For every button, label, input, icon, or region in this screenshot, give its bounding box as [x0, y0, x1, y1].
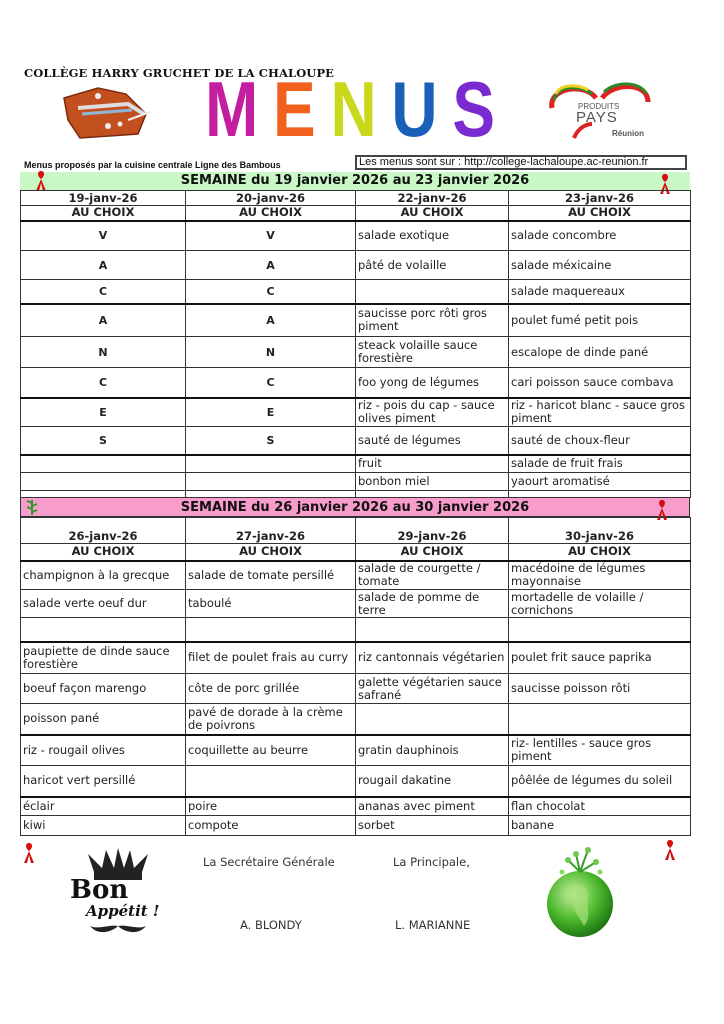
- menu-cell: sauté de légumes: [356, 427, 509, 455]
- date-header: 30-janv-26: [509, 518, 691, 544]
- menu-cell: sauté de choux-fleur: [509, 427, 691, 455]
- subtitle: Menus proposés par la cuisine centrale Ligne des Bambous: [24, 160, 281, 170]
- menu-cell: fruit: [356, 455, 509, 473]
- logo-pays: PAYS: [576, 109, 618, 126]
- date-header: 29-janv-26: [356, 518, 509, 544]
- menu-cell: riz cantonnais végétarien: [356, 642, 509, 674]
- secretary-title: La Secrétaire Générale: [203, 855, 335, 869]
- menu-cell: pâté de volaille: [356, 251, 509, 280]
- table-row: [21, 473, 691, 491]
- red-ribbon-icon: [34, 170, 48, 192]
- bon-text: Bon: [70, 875, 129, 905]
- week2-title-strip: [20, 497, 690, 517]
- menu-cell: salade maquereaux: [509, 280, 691, 304]
- menu-cell: escalope de dinde pané: [509, 337, 691, 368]
- week2-title: SEMAINE du 26 janvier 2026 au 30 janvier 2026: [180, 500, 530, 515]
- menu-cell: salade méxicaine: [509, 251, 691, 280]
- menu-cell: kiwi: [21, 816, 186, 836]
- menus-title: [205, 65, 496, 153]
- date-header: 23-janv-26: [509, 191, 691, 206]
- date-row: [21, 191, 691, 206]
- menu-cell: filet de poulet frais au curry: [186, 642, 356, 674]
- table-row: [21, 590, 691, 618]
- secretary-name: A. BLONDY: [240, 918, 302, 932]
- table-row: [21, 427, 691, 455]
- choice-label: AU CHOIX: [21, 206, 186, 221]
- menu-cell: E: [186, 398, 356, 427]
- menu-cell: salade verte oeuf dur: [21, 590, 186, 618]
- date-header: 22-janv-26: [356, 191, 509, 206]
- table-row: [21, 735, 691, 766]
- menu-cell: flan chocolat: [509, 797, 691, 816]
- menu-cell: bonbon miel: [356, 473, 509, 491]
- table-row: [21, 674, 691, 704]
- table-row: [21, 561, 691, 590]
- menu-cell: C: [21, 368, 186, 398]
- choice-label: AU CHOIX: [356, 206, 509, 221]
- menu-cell: [186, 473, 356, 491]
- menu-cell: A: [21, 251, 186, 280]
- table-row: [21, 642, 691, 674]
- menu-cell: taboulé: [186, 590, 356, 618]
- week2-table: [20, 517, 691, 836]
- green-sprig-icon: [24, 498, 40, 516]
- table-row: [21, 337, 691, 368]
- menu-cell: saucisse poisson rôti: [509, 674, 691, 704]
- schoolbag-icon: [58, 84, 154, 140]
- menu-cell: salade exotique: [356, 221, 509, 251]
- table-row: [21, 455, 691, 473]
- choice-label: AU CHOIX: [186, 544, 356, 561]
- produits-pays-logo: [544, 80, 654, 142]
- week1-title-strip: [20, 172, 690, 190]
- menu-cell: salade concombre: [509, 221, 691, 251]
- table-row: [21, 704, 691, 735]
- menu-cell: riz - pois du cap - sauce olives piment: [356, 398, 509, 427]
- menu-cell: salade de tomate persillé: [186, 561, 356, 590]
- date-header: 26-janv-26: [21, 518, 186, 544]
- title-letter: S: [452, 65, 496, 153]
- title-letter: M: [205, 65, 259, 153]
- table-row: [21, 221, 691, 251]
- menu-cell: C: [186, 368, 356, 398]
- week1-table: [20, 190, 691, 498]
- menu-cell: N: [186, 337, 356, 368]
- menu-cell: côte de porc grillée: [186, 674, 356, 704]
- menu-cell: coquillette au beurre: [186, 735, 356, 766]
- choice-label: AU CHOIX: [186, 206, 356, 221]
- menu-cell: yaourt aromatisé: [509, 473, 691, 491]
- menu-cell: [356, 704, 509, 735]
- menu-cell: C: [21, 280, 186, 304]
- choice-label: AU CHOIX: [509, 206, 691, 221]
- menu-cell: cari poisson sauce combava: [509, 368, 691, 398]
- menu-cell: riz - haricot blanc - sauce gros piment: [509, 398, 691, 427]
- menu-cell: [509, 618, 691, 642]
- menu-cell: [21, 473, 186, 491]
- bon-appetit-logo: [66, 846, 166, 936]
- table-row: [21, 398, 691, 427]
- principal-name: L. MARIANNE: [395, 918, 471, 932]
- table-row: [21, 766, 691, 797]
- menu-cell: C: [186, 280, 356, 304]
- choice-row: [21, 206, 691, 221]
- red-ribbon-icon: [663, 839, 677, 861]
- table-row: [21, 304, 691, 337]
- red-ribbon-icon: [22, 842, 36, 864]
- menu-cell: V: [21, 221, 186, 251]
- date-header: 20-janv-26: [186, 191, 356, 206]
- logo-produits: PRODUITS: [578, 102, 620, 111]
- menu-cell: sorbet: [356, 816, 509, 836]
- green-globe-icon: [540, 842, 620, 940]
- title-letter: E: [273, 65, 316, 153]
- menu-cell: A: [186, 251, 356, 280]
- choice-label: AU CHOIX: [356, 544, 509, 561]
- table-row: [21, 251, 691, 280]
- mustache-icon: [88, 922, 148, 934]
- menu-cell: poisson pané: [21, 704, 186, 735]
- menu-cell: [356, 280, 509, 304]
- menu-cell: poulet frit sauce paprika: [509, 642, 691, 674]
- menu-cell: salade de courgette / tomate: [356, 561, 509, 590]
- menu-cell: salade de pomme de terre: [356, 590, 509, 618]
- menu-cell: [186, 455, 356, 473]
- title-letter: N: [330, 65, 377, 153]
- appetit-text: Appétit !: [86, 902, 160, 920]
- menu-cell: [21, 455, 186, 473]
- menu-cell: N: [21, 337, 186, 368]
- menu-cell: riz - rougail olives: [21, 735, 186, 766]
- table-row: [21, 797, 691, 816]
- menu-cell: riz- lentilles - sauce gros piment: [509, 735, 691, 766]
- menu-cell: A: [21, 304, 186, 337]
- menu-cell: poire: [186, 797, 356, 816]
- menu-cell: boeuf façon marengo: [21, 674, 186, 704]
- menu-cell: champignon à la grecque: [21, 561, 186, 590]
- menu-cell: [186, 766, 356, 797]
- menu-cell: poulet fumé petit pois: [509, 304, 691, 337]
- menu-cell: mortadelle de volaille / cornichons: [509, 590, 691, 618]
- menu-cell: galette végétarien sauce safrané: [356, 674, 509, 704]
- url-notice: Les menus sont sur : http://college-lachaloupe.ac-reunion.fr: [355, 155, 687, 170]
- menu-cell: rougail dakatine: [356, 766, 509, 797]
- menu-cell: [509, 704, 691, 735]
- menu-cell: ananas avec piment: [356, 797, 509, 816]
- title-letter: U: [391, 65, 438, 153]
- menu-cell: saucisse porc rôti gros piment: [356, 304, 509, 337]
- menu-cell: foo yong de légumes: [356, 368, 509, 398]
- menu-cell: [21, 618, 186, 642]
- menu-cell: V: [186, 221, 356, 251]
- table-row: [21, 816, 691, 836]
- choice-label: AU CHOIX: [21, 544, 186, 561]
- menu-cell: pavé de dorade à la crème de poivrons: [186, 704, 356, 735]
- menu-cell: [356, 618, 509, 642]
- table-row: [21, 618, 691, 642]
- date-header: 19-janv-26: [21, 191, 186, 206]
- menu-cell: paupiette de dinde sauce forestière: [21, 642, 186, 674]
- logo-reunion: Réunion: [612, 129, 644, 138]
- menu-cell: éclair: [21, 797, 186, 816]
- table-row: [21, 280, 691, 304]
- menu-cell: compote: [186, 816, 356, 836]
- school-name: COLLÈGE HARRY GRUCHET DE LA CHALOUPE: [24, 66, 335, 80]
- menu-cell: banane: [509, 816, 691, 836]
- menu-cell: S: [21, 427, 186, 455]
- principal-title: La Principale,: [393, 855, 470, 869]
- menu-cell: S: [186, 427, 356, 455]
- menu-cell: E: [21, 398, 186, 427]
- menu-cell: gratin dauphinois: [356, 735, 509, 766]
- menu-cell: haricot vert persillé: [21, 766, 186, 797]
- menu-cell: A: [186, 304, 356, 337]
- menu-cell: steack volaille sauce forestière: [356, 337, 509, 368]
- date-row: [21, 518, 691, 544]
- week1-title: SEMAINE du 19 janvier 2026 au 23 janvier 2026: [180, 173, 530, 188]
- choice-row: [21, 544, 691, 561]
- menu-cell: macédoine de légumes mayonnaise: [509, 561, 691, 590]
- menu-cell: pôêlée de légumes du soleil: [509, 766, 691, 797]
- menu-cell: [186, 618, 356, 642]
- choice-label: AU CHOIX: [509, 544, 691, 561]
- menu-cell: salade de fruit frais: [509, 455, 691, 473]
- date-header: 27-janv-26: [186, 518, 356, 544]
- table-row: [21, 368, 691, 398]
